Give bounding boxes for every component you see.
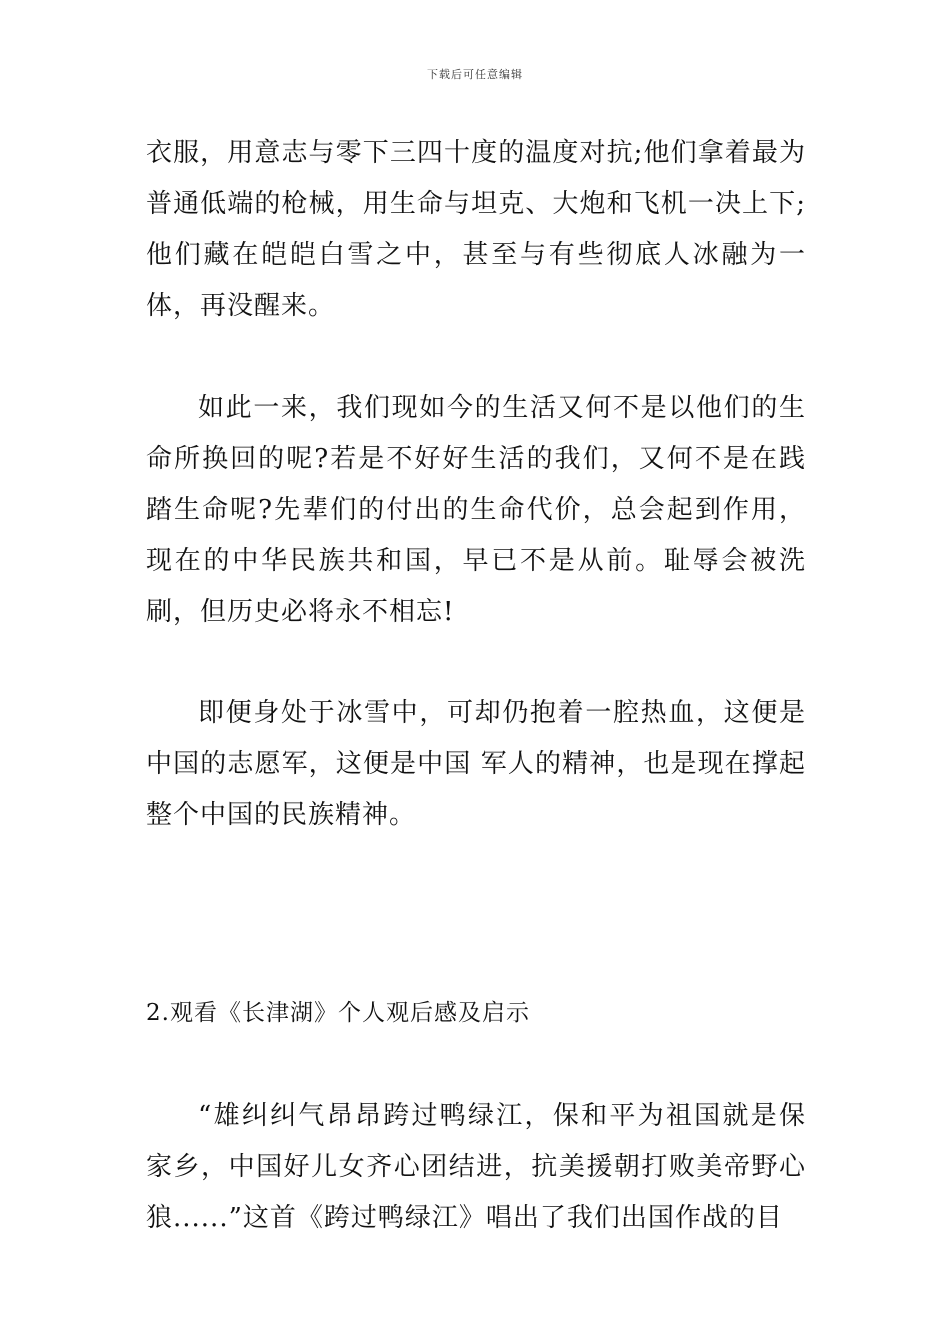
paragraph-continuation: 衣服，用意志与零下三四十度的温度对抗;他们拿着最为普通低端的枪械，用生命与坦克、大炮和飞机一决上下;他们藏在皑皑白雪之中，甚至与有些彻底人冰融为一体，再没醒来。 (146, 138, 806, 321)
section-heading: 2.观看《长津湖》个人观后感及启示 (146, 1000, 530, 1026)
document-body (146, 128, 806, 1244)
paragraph: 即便身处于冰雪中，可却仍抱着一腔热血，这便是中国的志愿军，这便是中国 军人的精神，也是现在撑起整个中国的民族精神。 (146, 698, 806, 830)
header-note: 下载后可任意编辑 (427, 68, 523, 81)
paragraph: “雄纠纠气昂昂跨过鸭绿江，保和平为祖国就是保家乡，中国好儿女齐心团结进，抗美援朝打败美帝野心狼......”这首《跨过鸭绿江》唱出了我们出国作战的目 (146, 1101, 806, 1233)
paragraph: 如此一来，我们现如今的生活又何不是以他们的生命所换回的呢?若是不好好生活的我们，又何不是在践踏生命呢?先辈们的付出的生命代价，总会起到作用，现在的中华民族共和国，早已不是从前。耻辱会被洗刷，但历史必将永不相忘! (146, 393, 806, 627)
